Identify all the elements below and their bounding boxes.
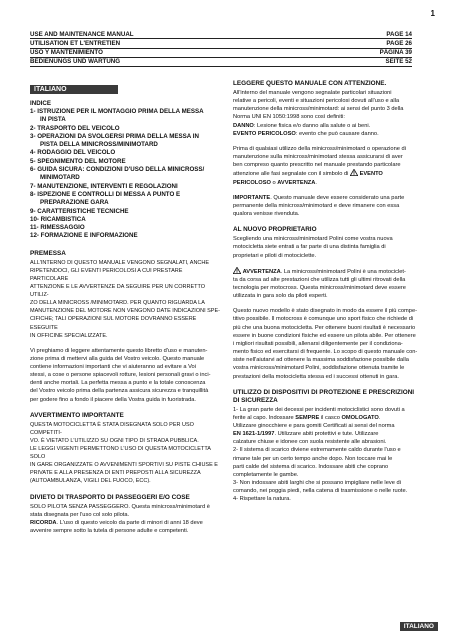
modello-text — [233, 307, 423, 380]
modello-line: titivo possibile. Il motocross è comunque uno sport fisico che richiede di — [233, 316, 414, 323]
toc-item-line: 4- RODAGGIO DEL VEICOLO — [30, 149, 116, 157]
dispositivi-title-line2: DI SICUREZZA — [233, 396, 278, 404]
premessa-line: ATTENZIONE E LE AVVERTENZE DA SEGUIRE PER UN CORRETTO UTILIZ- — [30, 284, 206, 299]
left-column — [30, 78, 220, 535]
modello-line: più che una buona motocicletta. Per ottenere buoni risultati è necessario — [233, 324, 416, 331]
warning-triangle-icon — [350, 169, 358, 176]
avvertimento-line: VO. È VIETATO L'UTILIZZO SU OGNI TIPO DI STRADA PUBBLICA. — [30, 437, 199, 444]
safety-list-item — [233, 406, 423, 447]
premessa-line: IN OFFICINE SPECIALIZZATE. — [30, 332, 108, 339]
prima-mid: o — [270, 179, 278, 186]
premessa-text — [30, 259, 220, 340]
evento-label: EVENTO PERICOLOSO — [233, 130, 296, 137]
intro-line: Vi preghiamo di leggere attentamente questo libretto d'uso e manuten- — [30, 347, 208, 354]
list-line: parti calde del sistema di scarico. Indossare abiti che coprano — [233, 463, 389, 470]
premessa-line: CIFICHE; TALI OPERAZIONI SUL MOTORE DOVRANNO ESSERE ESEGUITE — [30, 316, 197, 331]
header-row — [30, 39, 412, 48]
avvertimento-title: AVVERTIMENTO IMPORTANTE — [30, 411, 124, 419]
premessa-title: PREMESSA — [30, 249, 66, 257]
ricorda-label: RICORDA — [30, 519, 57, 526]
header-label: BEDIENUNGS UND WARTUNG — [30, 58, 121, 66]
intro-line: del Vostro veicolo prima della partenza assicura sicurezza e tranquillità — [30, 388, 209, 395]
header-label: UTILISATION ET L'ENTRETIEN — [30, 39, 121, 47]
leggere-line: All'interno del manuale vengono segnalate particolari situazioni — [233, 90, 392, 96]
prima-text — [233, 145, 423, 187]
modello-line: vostra minicross/minimotard Polini, soddisfazione ottenuta tramite le — [233, 365, 405, 372]
ricorda-text — [30, 519, 220, 535]
toc-item — [30, 183, 220, 191]
divieto-line: SOLO PILOTA SENZA PASSEGGERO. Questa minicross/minimotard è — [30, 503, 210, 510]
intro-line: denti anche mortali. La perfetta messa a punto e la totale conoscenza — [30, 380, 206, 387]
toc-item — [30, 166, 220, 183]
safety-list — [233, 406, 423, 504]
toc-item-line: 7- MANUTENZIONE, INTERVENTI E REGOLAZIONI — [30, 182, 178, 190]
toc-item — [30, 232, 220, 240]
avvertimento-line: LE LEGGI VIGENTI PERMETTONO L'USO DI QUESTA MOTOCICLETTA SOLO — [30, 446, 211, 461]
list-line: 2- Il sistema di scarico diviene estremamente caldo durante l'uso e — [233, 447, 401, 454]
divieto-title: DIVIETO DI TRASPORTO DI PASSEGGERI E/O COSE — [30, 493, 190, 501]
toc-item-line: 10- RICAMBISTICA — [30, 215, 86, 223]
list-bold: EN 1621-1/1997 — [233, 431, 275, 438]
leggere-title: LEGGERE QUESTO MANUALE CON ATTENZIONE. — [233, 80, 387, 87]
toc-item-continuation: IN PISTA — [40, 116, 66, 124]
importante-line: permanente della minicross/minimotard e deve rimanere con essa — [233, 202, 400, 209]
avvertenza-text — [233, 267, 423, 301]
intro-line: per godere fino a fondo il piacere della Vostra guida in fuoristrada. — [30, 396, 196, 403]
header-row — [30, 49, 412, 58]
list-line: comando, nei poggia piedi, nella catena di trasmissione o nelle ruote. — [233, 488, 408, 495]
premessa-line: ZO DELLA MINICROSS /MINIMOTARD. PER QUANTO RIGUARDA LA — [30, 300, 205, 307]
intro-line: contiene informazioni importanti che vi aiuteranno ad evitare a Voi — [30, 364, 196, 370]
toc-item — [30, 216, 220, 224]
importante-text — [233, 194, 423, 218]
footer-language-badge: ITALIANO — [400, 622, 438, 631]
leggere-line: Norma UNI EN 1050:1998 sono così definiti: — [233, 114, 345, 121]
list-line: calzature chiuse e idonee con suola resistente alle abrasioni. — [233, 439, 387, 446]
header-page: PAGE 26 — [386, 39, 412, 47]
dispositivi-title — [233, 389, 423, 405]
header-label: USO Y MANTENIMIENTO — [30, 49, 103, 57]
toc-list — [30, 108, 220, 241]
proprietario-title: AL NUOVO PROPRIETARIO — [233, 226, 317, 234]
toc-item-line: 9- CARATTERISTICHE TECNICHE — [30, 207, 129, 215]
divieto-text — [30, 503, 220, 519]
modello-line: i migliori risultati possibili, allenarsi diligentemente per il condiziona- — [233, 340, 403, 347]
toc-item — [30, 158, 220, 166]
page-number: 1 — [430, 9, 435, 18]
toc-item-line: 5- SPEGNIMENTO DEL MOTORE — [30, 157, 126, 165]
toc-item-line: 11- RIMESSAGGIO — [30, 224, 85, 232]
leggere-line: manutenzione della minicross/minimotard: ai sensi del punto 3 della — [233, 106, 404, 113]
toc-item-line: 8- ISPEZIONE E CONTROLLI DI MESSA A PUNTO E — [30, 190, 181, 198]
avvertimento-line: QUESTA MOTOCICLETTA È STATA DISEGNATA SOLO PER USO COMPETITI- — [30, 421, 194, 436]
importante-line: qualora venisse rivenduta. — [233, 211, 300, 218]
evento-body: : evento che può causare danno. — [295, 130, 379, 137]
premessa-line: MANUTENZIONE DEL MOTORE NON VENGONO DATE INDICAZIONI SPE- — [30, 308, 220, 315]
list-line: rimane tale per un certo tempo anche dopo. Non toccare mai le — [233, 455, 393, 462]
modello-line: essere in buone condizioni fisiche ed essere un pilota abile. Per ottenere — [233, 332, 416, 339]
header-label: USE AND MAINTENANCE MANUAL — [30, 30, 134, 38]
list-text: il casco — [319, 414, 342, 421]
avvertimento-line: PRIVATE E ALLA PRESENZA DI ENTI PREPOSTI ALLA SICUREZZA — [30, 470, 201, 477]
list-text: . Utilizzare abiti protettivi e tute. Utilizzare — [274, 431, 379, 438]
prima-end: . — [315, 179, 317, 186]
toc-item — [30, 108, 220, 125]
toc-title: INDICE — [30, 100, 51, 107]
prima-line4: attenzione alle fasi segnalate con il simbolo di — [233, 171, 350, 178]
toc-item-line: 12- FORMAZIONE E INFORMAZIONE — [30, 232, 138, 240]
ricorda-line2: avvenire sempre sotto la tutela di persone adulte e competenti. — [30, 528, 189, 534]
header-row — [30, 30, 412, 39]
dispositivi-title-line1: UTILIZZO DI DISPOSITIVI DI PROTEZIONE E PRESCRIZIONI — [233, 388, 415, 396]
avvertenza-line: tecnologia per motocross. Questa minicross/minimotard deve essere — [233, 284, 406, 291]
intro-text — [30, 347, 220, 404]
toc-item — [30, 224, 220, 232]
proprietario-line: Scegliendo una minicross/minimotard Polini come vostra nuova — [233, 236, 393, 243]
toc-item — [30, 125, 220, 133]
importante-label: IMPORTANTE — [233, 194, 271, 201]
toc-item-continuation: MINIMOTARD — [40, 174, 80, 182]
manual-language-index — [30, 30, 412, 67]
avvertimento-line: (AUTOAMBULANZA, VIGILI DEL FUOCO, ECC). — [30, 478, 151, 485]
divieto-line: stata disegnata per l'uso col solo pilota. — [30, 511, 130, 518]
toc-item-line: 3- OPERAZIONI DA SVOLGERSI PRIMA DELLA MESSA IN — [30, 132, 199, 140]
toc-item-line: 1- ISTRUZIONE PER IL MONTAGGIO PRIMA DELLA MESSA — [30, 108, 204, 115]
modello-line: mento fisico ed esercitarsi di frequente. Lo scopo di questo manuale con- — [233, 349, 418, 356]
header-page: SEITE 52 — [385, 58, 412, 66]
prima-line: Prima di qualsiasi utilizzo della minicross/minimotard o operazione di — [233, 145, 406, 152]
proprietario-text — [233, 235, 423, 259]
toc-item-line: 6- GUIDA SICURA: CONDIZIONI D'USO DELLA MINICROSS/ — [30, 166, 205, 174]
toc-item-continuation: PISTA DELLA MINICROSS/MINIMOTARD — [40, 141, 158, 149]
list-bold: OMOLOGATO — [341, 414, 379, 421]
modello-line: Questo nuovo modello è stato disegnato in modo da essere il più compe- — [233, 308, 418, 315]
leggere-line: relative a pericoli, eventi e situazioni pericolosi dovuti all'uso e alla — [233, 98, 400, 105]
prima-line: manutenzione sulla minicross/minimotard stessa assicurarsi di aver — [233, 154, 403, 161]
leggere-text — [233, 89, 423, 122]
danno-text — [233, 122, 423, 130]
modello-line: siste nell'aiutarvi ad ottenere la massima soddisfazione possibile dalla — [233, 357, 409, 364]
danno-body: : Lesione fisica e/o danno alla salute o ai beni. — [253, 122, 371, 129]
prima-line: ben compreso quanto prescritto nel manuale prestando particolare — [233, 162, 401, 169]
avvertimento-text — [30, 421, 220, 486]
avvertenza-body: . La minicross/minimotard Polini è una motociclet- — [280, 268, 406, 275]
toc-item — [30, 133, 220, 150]
toc-item-continuation: PREPARAZIONE GARA — [40, 199, 109, 207]
right-column — [233, 78, 423, 504]
list-line: completamente le gambe. — [233, 471, 299, 478]
danno-label: DANNO — [233, 122, 254, 129]
list-text: . — [378, 414, 381, 421]
safety-list-item — [233, 479, 423, 495]
list-line: 1- La gran parte dei decessi per incidenti motociclistici sono dovuti a — [233, 406, 405, 413]
warning-triangle-icon — [233, 267, 241, 274]
proprietario-line: proprietari e piloti di motociclette. — [233, 252, 317, 259]
safety-list-item — [233, 446, 423, 479]
toc-item — [30, 191, 220, 208]
importante-body: . Questo manuale deve essere considerato una parte — [270, 194, 405, 201]
avvertenza-line: ta da corsa ad alte prestazioni che utilizza tutti gli ultimi ritrovati della — [233, 276, 406, 283]
list-line: 3- Non indossare abiti larghi che si possano impigliare nelle leve di — [233, 480, 401, 487]
header-page: PAGE 14 — [386, 30, 412, 38]
intro-line: stessi, a cose o persone spiacevoli rotture, lesioni personali gravi o inci- — [30, 372, 211, 379]
premessa-line: ALL'INTERNO DI QUESTO MANUALE VENGONO SEGNALATI, ANCHE — [30, 259, 210, 266]
list-line: 4- Rispettare la natura. — [233, 496, 291, 503]
evento-bold: EVENTO — [359, 171, 383, 178]
ricorda-body: . L'uso di questo veicolo da parte di minori di anni 18 deve — [56, 519, 203, 526]
list-bold: SEMPRE — [295, 414, 320, 421]
avvertenza-bold: AVVERTENZA — [277, 179, 316, 186]
header-row — [30, 58, 412, 67]
language-badge: ITALIANO — [30, 85, 118, 94]
header-page: PÁGINA 39 — [379, 49, 412, 57]
proprietario-line: motocicletta siete entrati a far parte di una distinta famiglia di — [233, 244, 386, 251]
toc-item — [30, 208, 220, 216]
pericoloso-bold: PERICOLOSO — [233, 179, 271, 186]
avvertenza-line: utilizzata in gara solo da piloti esperti. — [233, 293, 328, 300]
avvertimento-line: IN GARE ORGANIZZATE O AVVENIMENTI SPORTIVI SU PISTE CHIUSE E — [30, 462, 218, 469]
intro-line: zione prima di mettervi alla guida del Vostro veicolo. Questo manuale — [30, 355, 205, 362]
toc-item — [30, 149, 220, 157]
evento-text — [233, 130, 423, 138]
toc-item-line: 2- TRASPORTO DEL VEICOLO — [30, 124, 120, 132]
avvertenza-label: AVVERTENZA — [242, 268, 281, 275]
premessa-line: RIPETENDOCI, GLI EVENTI PERICOLOSI A CUI PRESTARE PARTICOLARE — [30, 267, 183, 282]
modello-line: prestazioni della motocicletta stessa ed i successi ottenuti in gara. — [233, 373, 399, 380]
safety-list-item — [233, 495, 423, 503]
list-line: Utilizzare ginocchiere e para gomiti Certificati ai sensi del norma — [233, 423, 395, 429]
list-line: ferite al capo. Indossare — [233, 414, 296, 421]
